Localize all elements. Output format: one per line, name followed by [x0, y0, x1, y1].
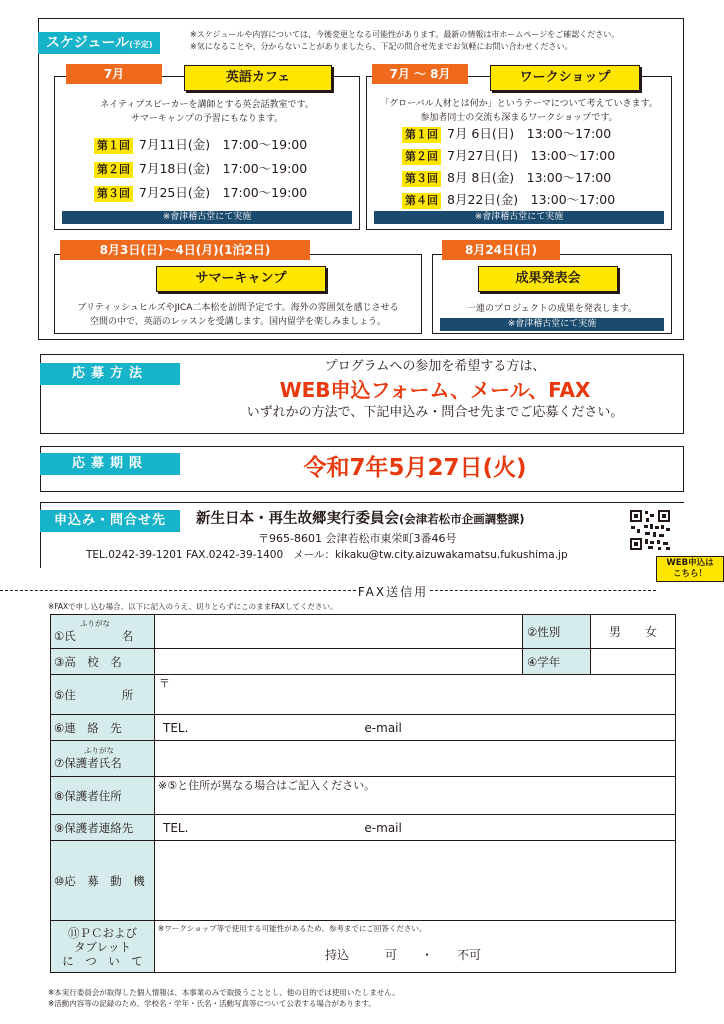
- session-row: [402, 168, 615, 188]
- workshop-venue: ※會津稽古堂にて実施: [374, 211, 664, 224]
- workshop-desc-2: 参加者同士の交流も深まるワークショップです。: [420, 113, 618, 123]
- web-apply-label-2: こちら！: [672, 569, 707, 579]
- session-time: 13:00～17:00: [530, 148, 616, 163]
- fax-form-instruction: ※FAXで申し込む場合、以下に記入のうえ、切りとらずにこのままFAXしてください。: [48, 602, 338, 611]
- guardian-contact-input[interactable]: [155, 815, 676, 841]
- presentation-venue: ※會津稽古堂にて実施: [440, 318, 664, 331]
- footnote-2: ※活動内容等の記録のため、学校名・学年・氏名・活動写真等について公表する場合があります。: [48, 999, 376, 1008]
- session-number: 第３回: [94, 186, 133, 202]
- session-number: 第１回: [402, 127, 441, 143]
- pc-label-1: ⑪ＰＣおよび: [68, 925, 137, 940]
- tel-label: TEL.: [163, 820, 189, 835]
- english-cafe-desc-1: ネイティブスピーカーを講師とする英会話教室です。: [100, 100, 314, 110]
- presentation-period: 8月24日(日): [442, 240, 560, 260]
- web-apply-label-1: WEB申込は: [666, 558, 714, 568]
- english-cafe-sessions: [94, 135, 307, 203]
- schedule-notices: [190, 29, 680, 53]
- gender-label: ②性別: [523, 615, 591, 649]
- guardian-name-label: ⑦保護者氏名: [54, 755, 122, 770]
- guardian-name-input[interactable]: [155, 741, 676, 777]
- grade-label: ④学年: [523, 649, 591, 675]
- form-row-guardian-address: [51, 777, 676, 815]
- session-date: 8月 8日(金): [447, 170, 515, 185]
- apply-body: [190, 358, 680, 422]
- session-date: 7月11日(金): [139, 137, 211, 152]
- summer-camp-desc-2: 空間の中で、英語のレッスンを受講します。国内留学を楽しみましょう。: [89, 317, 386, 327]
- form-row-contact: [51, 715, 676, 741]
- deadline-label: 応募期限: [40, 453, 180, 475]
- contact-label-cell: ⑥連 絡 先: [51, 715, 155, 741]
- form-row-motive: [51, 841, 676, 921]
- guardian-name-label-cell: [51, 741, 155, 777]
- guardian-address-input[interactable]: [155, 777, 676, 815]
- web-apply-button[interactable]: [656, 556, 724, 582]
- session-number: 第３回: [402, 171, 441, 187]
- school-label: ③高 校 名: [51, 649, 155, 675]
- summer-camp-title: サマーキャンプ: [156, 266, 326, 292]
- session-number: 第２回: [402, 149, 441, 165]
- form-row-name: [51, 615, 676, 649]
- motive-input[interactable]: [155, 841, 676, 921]
- pc-label-cell: [51, 921, 155, 973]
- session-number: 第４回: [402, 193, 441, 209]
- name-label-cell: [51, 615, 155, 649]
- summer-camp-desc: [56, 301, 420, 329]
- session-time: 17:00～19:00: [222, 161, 308, 176]
- presentation-title: 成果発表会: [478, 266, 618, 292]
- form-row-guardian-contact: [51, 815, 676, 841]
- apply-line-1: プログラムへの参加を希望する方は、: [324, 359, 546, 374]
- guardian-address-label: ⑧保護者住所: [51, 777, 155, 815]
- contact-tel: TEL.0242-39-1201: [86, 549, 183, 561]
- session-time: 13:00～17:00: [526, 170, 612, 185]
- schedule-notice-2: ※気になることや、分からないことがありましたら、下記の問合せ先までお気軽にお問い合わせください。: [190, 42, 573, 51]
- furigana-label: ふりがな: [84, 745, 114, 755]
- schedule-label: [38, 32, 160, 54]
- pc-label-3: に つ い て: [62, 953, 143, 968]
- apply-line-3: いずれかの方法で、下記申込み・問合せ先までご応募ください。: [246, 405, 624, 420]
- contact-org-line: [196, 507, 525, 528]
- english-cafe-title: 英語カフェ: [184, 65, 332, 91]
- session-time: 13:00～17:00: [530, 192, 616, 207]
- session-number: 第２回: [94, 162, 133, 178]
- summer-camp-desc-1: ブリティッシュヒルズやJICA二本松を訪問予定です。海外の雰囲気を感じさせる: [77, 303, 399, 313]
- session-time: 17:00～19:00: [222, 137, 308, 152]
- english-cafe-venue: ※會津稽古堂にて実施: [62, 211, 352, 224]
- apply-label: 応募方法: [40, 363, 180, 385]
- form-row-school: [51, 649, 676, 675]
- session-row: [402, 124, 615, 144]
- furigana-label: ふりがな: [80, 618, 110, 628]
- school-input[interactable]: [155, 649, 523, 675]
- session-date: 7月 6日(日): [447, 126, 515, 141]
- gender-options[interactable]: 男 女: [591, 615, 676, 649]
- guardian-address-note: ※⑤と住所が異なる場合はご記入ください。: [158, 779, 376, 792]
- session-row: [402, 190, 615, 210]
- guardian-contact-label: ⑨保護者連絡先: [51, 815, 155, 841]
- schedule-notice-1: ※スケジュールや内容については、今後変更となる可能性があります。最新の情報は市ホームページをご確認ください。: [190, 30, 620, 39]
- schedule-label-suffix: (予定): [129, 40, 153, 49]
- session-row: [94, 159, 307, 179]
- contact-numbers: [86, 547, 568, 562]
- pc-note: ※ワークショップ等で使用する可能性があるため、参考までにご回答ください。: [158, 924, 427, 933]
- contact-mail: メール：kikaku@tw.city.aizuwakamatsu.fukushima.jp: [293, 549, 568, 561]
- workshop-desc-1: 「グローバル人材とは何か」というテーマについて考えていきます。: [380, 99, 658, 109]
- workshop-desc: [368, 97, 670, 125]
- english-cafe-period: 7月: [66, 64, 162, 84]
- session-date: 8月22日(金): [447, 192, 519, 207]
- contact-input[interactable]: [155, 715, 676, 741]
- contact-address: 〒965-8601 会津若松市東栄町3番46号: [258, 532, 457, 545]
- english-cafe-desc-2: サマーキャンプの予習にもなります。: [130, 114, 284, 124]
- fax-form-table: [50, 614, 676, 973]
- session-number: 第１回: [94, 138, 133, 154]
- contact-fax: FAX.0242-39-1400: [185, 549, 284, 561]
- motive-label: ⑩応 募 動 機: [51, 841, 155, 921]
- footnote-1: ※本実行委員会が取得した個人情報は、本事業のみで取扱うこととし、他の目的では使用いたしません。: [48, 988, 400, 997]
- session-row: [402, 146, 615, 166]
- email-label: e-mail: [364, 820, 402, 835]
- deadline-date: 令和7年5月27日(火): [303, 455, 527, 481]
- form-row-guardian-name: [51, 741, 676, 777]
- form-row-pc: [51, 921, 676, 973]
- contact-org-sub: (会津若松市企画調整課): [399, 512, 525, 526]
- presentation-desc: 一連のプロジェクトの成果を発表します。: [466, 304, 638, 314]
- schedule-label-text: スケジュール: [46, 35, 130, 51]
- contact-label: 申込み・問合せ先: [40, 510, 180, 532]
- session-date: 7月25日(金): [139, 185, 211, 200]
- session-row: [94, 135, 307, 155]
- name-label: ①氏 名: [54, 628, 134, 643]
- name-input[interactable]: [155, 615, 523, 649]
- session-date: 7月18日(金): [139, 161, 211, 176]
- contact-org: 新生日本・再生故郷実行委員会: [196, 511, 399, 527]
- session-date: 7月27日(日): [447, 148, 519, 163]
- address-input[interactable]: [155, 675, 676, 715]
- workshop-sessions: [402, 124, 615, 210]
- grade-input[interactable]: [591, 649, 676, 675]
- session-time: 17:00～19:00: [222, 185, 308, 200]
- pc-label-2: タブレット: [74, 939, 131, 954]
- pc-input[interactable]: [155, 921, 676, 973]
- cut-line-left: [0, 590, 356, 591]
- workshop-period: 7月 ～ 8月: [372, 64, 468, 84]
- session-row: [94, 183, 307, 203]
- summer-camp-period: 8月3日(日)～4日(月)(1泊2日): [60, 240, 310, 260]
- qr-code-icon[interactable]: [628, 508, 672, 552]
- workshop-title: ワークショップ: [490, 65, 640, 91]
- apply-methods: WEB申込フォーム、メール、FAX: [279, 378, 591, 402]
- session-time: 13:00～17:00: [526, 126, 612, 141]
- fax-footnotes: [48, 987, 400, 1009]
- form-row-address: [51, 675, 676, 715]
- tel-label: TEL.: [163, 720, 189, 735]
- postal-mark: 〒: [159, 677, 170, 690]
- address-label: ⑤住 所: [51, 675, 155, 715]
- cut-line-right: [430, 590, 656, 591]
- fax-form-title: FAX送信用: [357, 585, 429, 599]
- pc-options[interactable]: 持込 可 ・ 不可: [325, 948, 482, 962]
- english-cafe-desc: [56, 98, 358, 126]
- email-label: e-mail: [364, 720, 402, 735]
